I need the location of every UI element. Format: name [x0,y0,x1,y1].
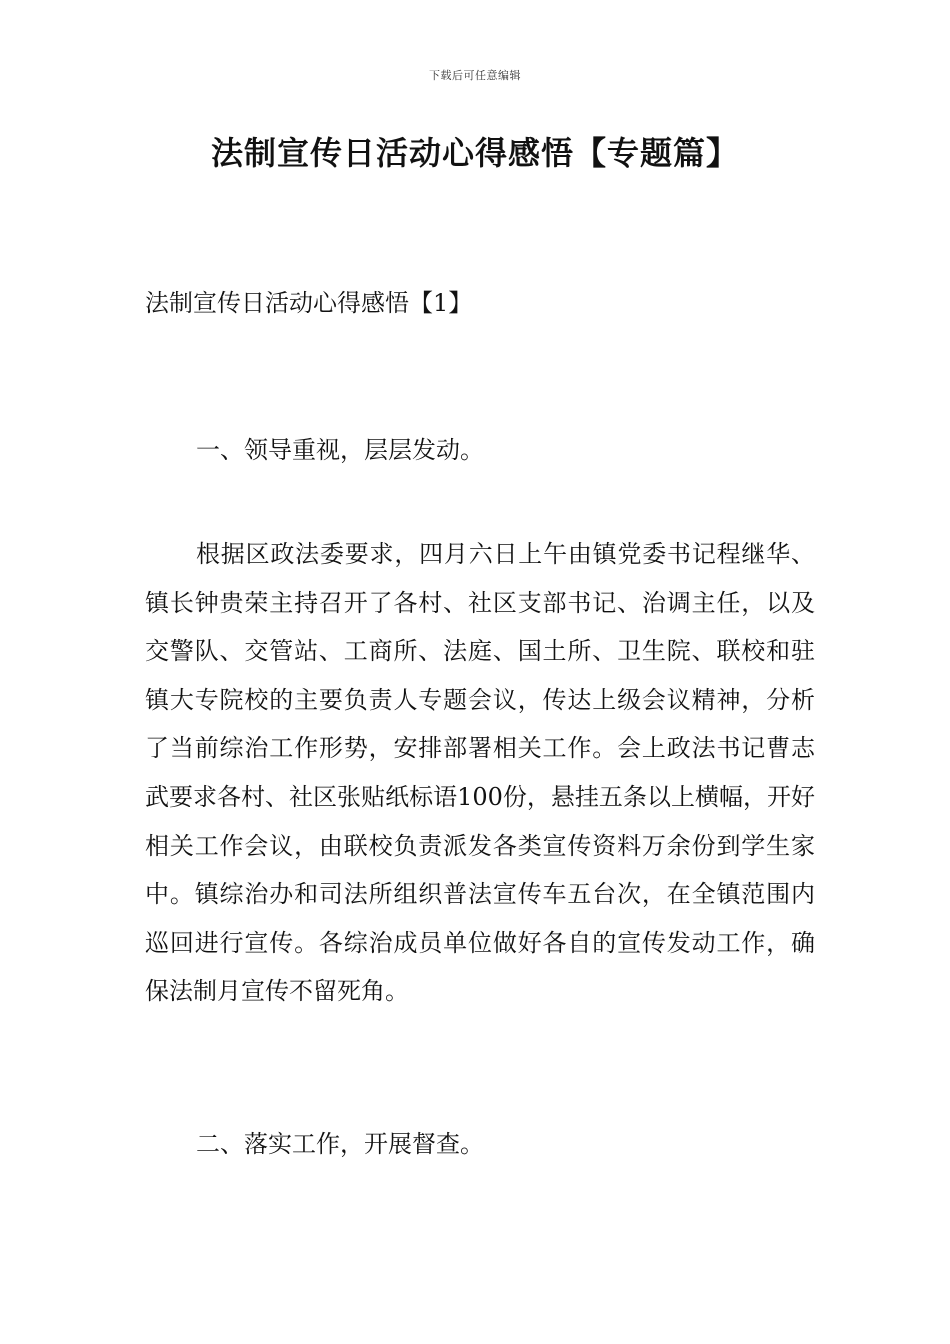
document-title: 法制宣传日活动心得感悟【专题篇】 [210,134,739,172]
section-1-paragraph: 根据区政法委要求，四月六日上午由镇党委书记程继华、镇长钟贵荣主持召开了各村、社区支部书记、治调主任，以及交警队、交管站、工商所、法庭、国土所、卫生院、联校和驻镇大专院校的主要负责人专题会议，传达上级会议精神，分析了当前综治工作形势，安排部署相关工作。会上政法书记曹志武要求各村、社区张贴纸标语100份，悬挂五条以上横幅，开好相关工作会议，由联校负责派发各类宣传资料万余份到学生家中。镇综治办和司法所组织普法宣传车五台次，在全镇范围内巡回进行宣传。各综治成员单位做好各自的宣传发动工作，确保法制月宣传不留死角。 [145,540,815,1006]
header-note: 下载后可任意编辑 [429,69,521,82]
section-heading-1: 一、领导重视，层层发动。 [196,436,484,464]
section-heading-2: 二、落实工作，开展督查。 [196,1130,484,1158]
document-subtitle: 法制宣传日活动心得感悟【1】 [145,289,473,317]
